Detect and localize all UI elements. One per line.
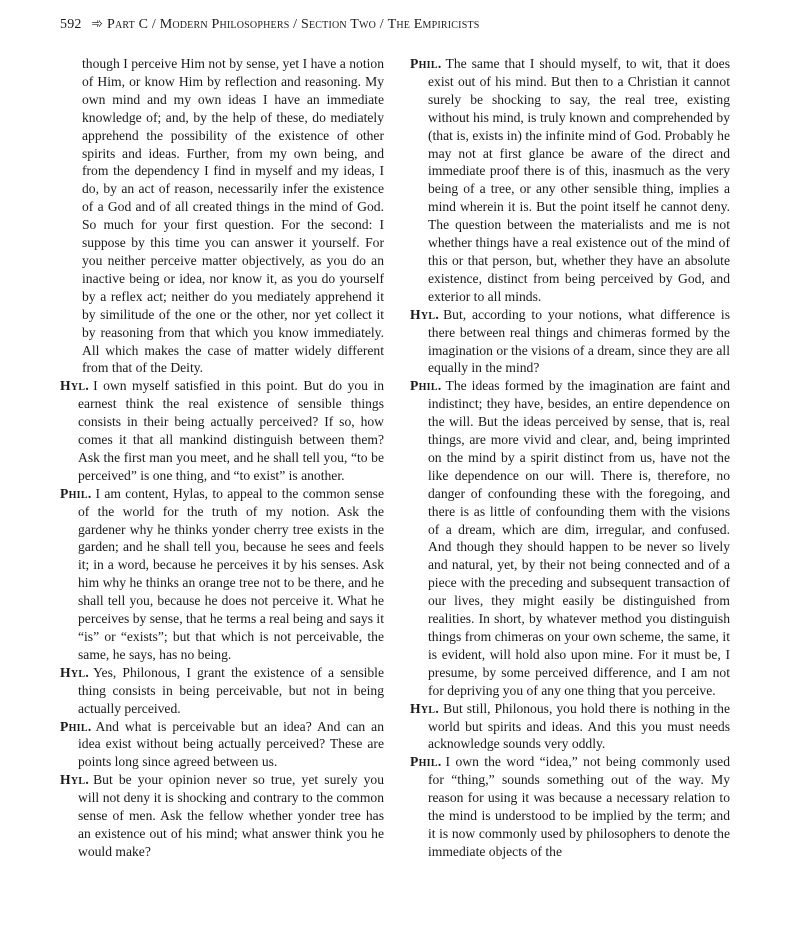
paragraph-text: But, according to your notions, what difference is there between real things and chimeras formed by the imagination or the visions of a dream, since they are all equally in the mind?: [428, 306, 730, 376]
speaker-label: Hyl.: [60, 772, 90, 788]
header-subsection: The Empiricists: [387, 17, 480, 32]
speech-paragraph: [410, 700, 730, 754]
paragraph-text: But still, Philonous, you hold there is nothing in the world but spirits and ideas. And this you must needs acknowledge sounds very oddly.: [428, 700, 730, 752]
right-column: [410, 55, 730, 861]
header-section: Section Two: [300, 17, 377, 32]
arrow-icon: ➾: [91, 17, 104, 32]
header-separator: /: [151, 17, 156, 32]
speech-paragraph: [60, 664, 384, 718]
speaker-label: Hyl.: [410, 306, 440, 322]
speech-paragraph: [410, 377, 730, 699]
paragraph-text: I own the word “idea,” not being commonly used for “thing,” sounds something out of the way. My reason for using it was because a necessary relation to the mind is understood to be implied by the term; and it is now commonly used by philosophers to denote the immediate objects of the: [428, 754, 730, 859]
paragraph-text: The ideas formed by the imagination are faint and indistinct; they have, besides, an entire dependence on the will. But the ideas perceived by sense, that is, real things, are more vivid and clear, and, being imprinted on the mind by a spirit distinct from us, have not the like dependence on our will. There is, therefore, no danger of confounding these with the foregoing, and there is as little of confounding them with the visions of a dream, which are dim, irregular, and confused. And though they should happen to be never so lively and natural, yet, by their not being connected and of a piece with the preceding and subsequent transaction of our lives, they might easily be distinguished from realities. In short, by whatever method you distinguish things from chimeras on your own scheme, the same, it is evident, will hold also upon mine. For it must be, I presume, by some perceived difference, and I am not for depriving you of any one thing that you perceive.: [428, 378, 730, 698]
paragraph-text: The same that I should myself, to wit, that it does exist out of his mind. But then to a Christian it cannot surely be shocking to say, the real tree, existing without his mind, is truly known and comprehended by (that is, exists in) the infinite mind of God. Probably he may not at first glance be aware of the direct and immediate proof there is of this, inasmuch as the very being of a tree, or any other sensible thing, implies a mind wherein it is. But the point itself he cannot deny. The question between the materialists and me is not whether things have a real existence out of the mind of this or that person, but, whether they have an absolute existence, distinct from being perceived by God, and exterior to all minds.: [428, 56, 730, 304]
paragraph-text: though I perceive Him not by sense, yet I have a notion of Him, or know Him by reflection and reasoning. My own mind and my own ideas I have an immediate knowledge of; and, by the help of these, do mediately apprehend the possibility of the existence of other spirits and ideas. Further, from my own being, and from the dependency I find in myself and my ideas, I do, by an act of reason, necessarily infer the existence of a God and of all created things in the mind of God. So much for your first question. For the second: I suppose by this time you can answer it yourself. For you neither perceive matter objectively, as you do an inactive being or idea, nor know it, as you do yourself by a reflex act; neither do you mediately apprehend it by similitude of the one or the other, nor yet collect it by reasoning from that which you know immediately. All which makes the case of matter widely different from that of the Deity.: [82, 56, 384, 376]
speaker-label: Hyl.: [60, 664, 90, 680]
page-number: 592: [60, 17, 82, 32]
header-part: Part C: [106, 17, 149, 32]
speech-paragraph: [60, 771, 384, 861]
paragraph-text: Yes, Philonous, I grant the existence of a sensible thing consists in being perceivable, but not in being actually perceived.: [78, 664, 384, 716]
speaker-label: Phil.: [60, 485, 92, 501]
header-separator: /: [293, 17, 298, 32]
speaker-label: Hyl.: [60, 378, 90, 394]
speaker-label: Phil.: [410, 56, 442, 71]
speaker-label: Phil.: [410, 754, 442, 770]
speaker-label: Phil.: [410, 378, 442, 394]
header-title: Modern Philosophers: [159, 17, 290, 32]
paragraph-text: But be your opinion never so true, yet surely you will not deny it is shocking and contrary to the common sense of men. Ask the fellow whether yonder tree has an existence out of his mind; what answer think you he would make?: [78, 772, 384, 859]
paragraph-text: I am content, Hylas, to appeal to the common sense of the world for the truth of my notion. Ask the gardener why he thinks yonder cherry tree exists in the garden; and he shall tell you, because he sees and feels it; in a word, because he perceives it by his senses. Ask him why he thinks an orange tree not to be there, and he shall tell you, because he does not perceive it. What he perceives by sense, that he terms a real being and says it “is” or “exists”; but that which is not perceivable, the same, he says, has no being.: [78, 485, 384, 662]
left-column: [60, 55, 384, 861]
running-header: [60, 16, 480, 33]
continued-paragraph: [60, 55, 384, 377]
speech-paragraph: [410, 753, 730, 860]
speaker-label: Phil.: [60, 718, 92, 734]
speech-paragraph: [60, 718, 384, 772]
speech-paragraph: [410, 55, 730, 306]
header-separator: /: [379, 17, 384, 32]
speech-paragraph: [410, 306, 730, 378]
paragraph-text: And what is perceivable but an idea? And can an idea exist without being actually perceived? These are points long since agreed between us.: [78, 718, 384, 770]
speech-paragraph: [60, 377, 384, 484]
speech-paragraph: [60, 485, 384, 664]
paragraph-text: I own myself satisfied in this point. But do you in earnest think the real existence of sensible things consists in their being actually perceived? If so, how comes it that all mankind distinguish between them? Ask the first man you meet, and he shall tell you, “to be perceived” is one thing, and “to exist” is another.: [78, 378, 384, 483]
speaker-label: Hyl.: [410, 700, 440, 716]
